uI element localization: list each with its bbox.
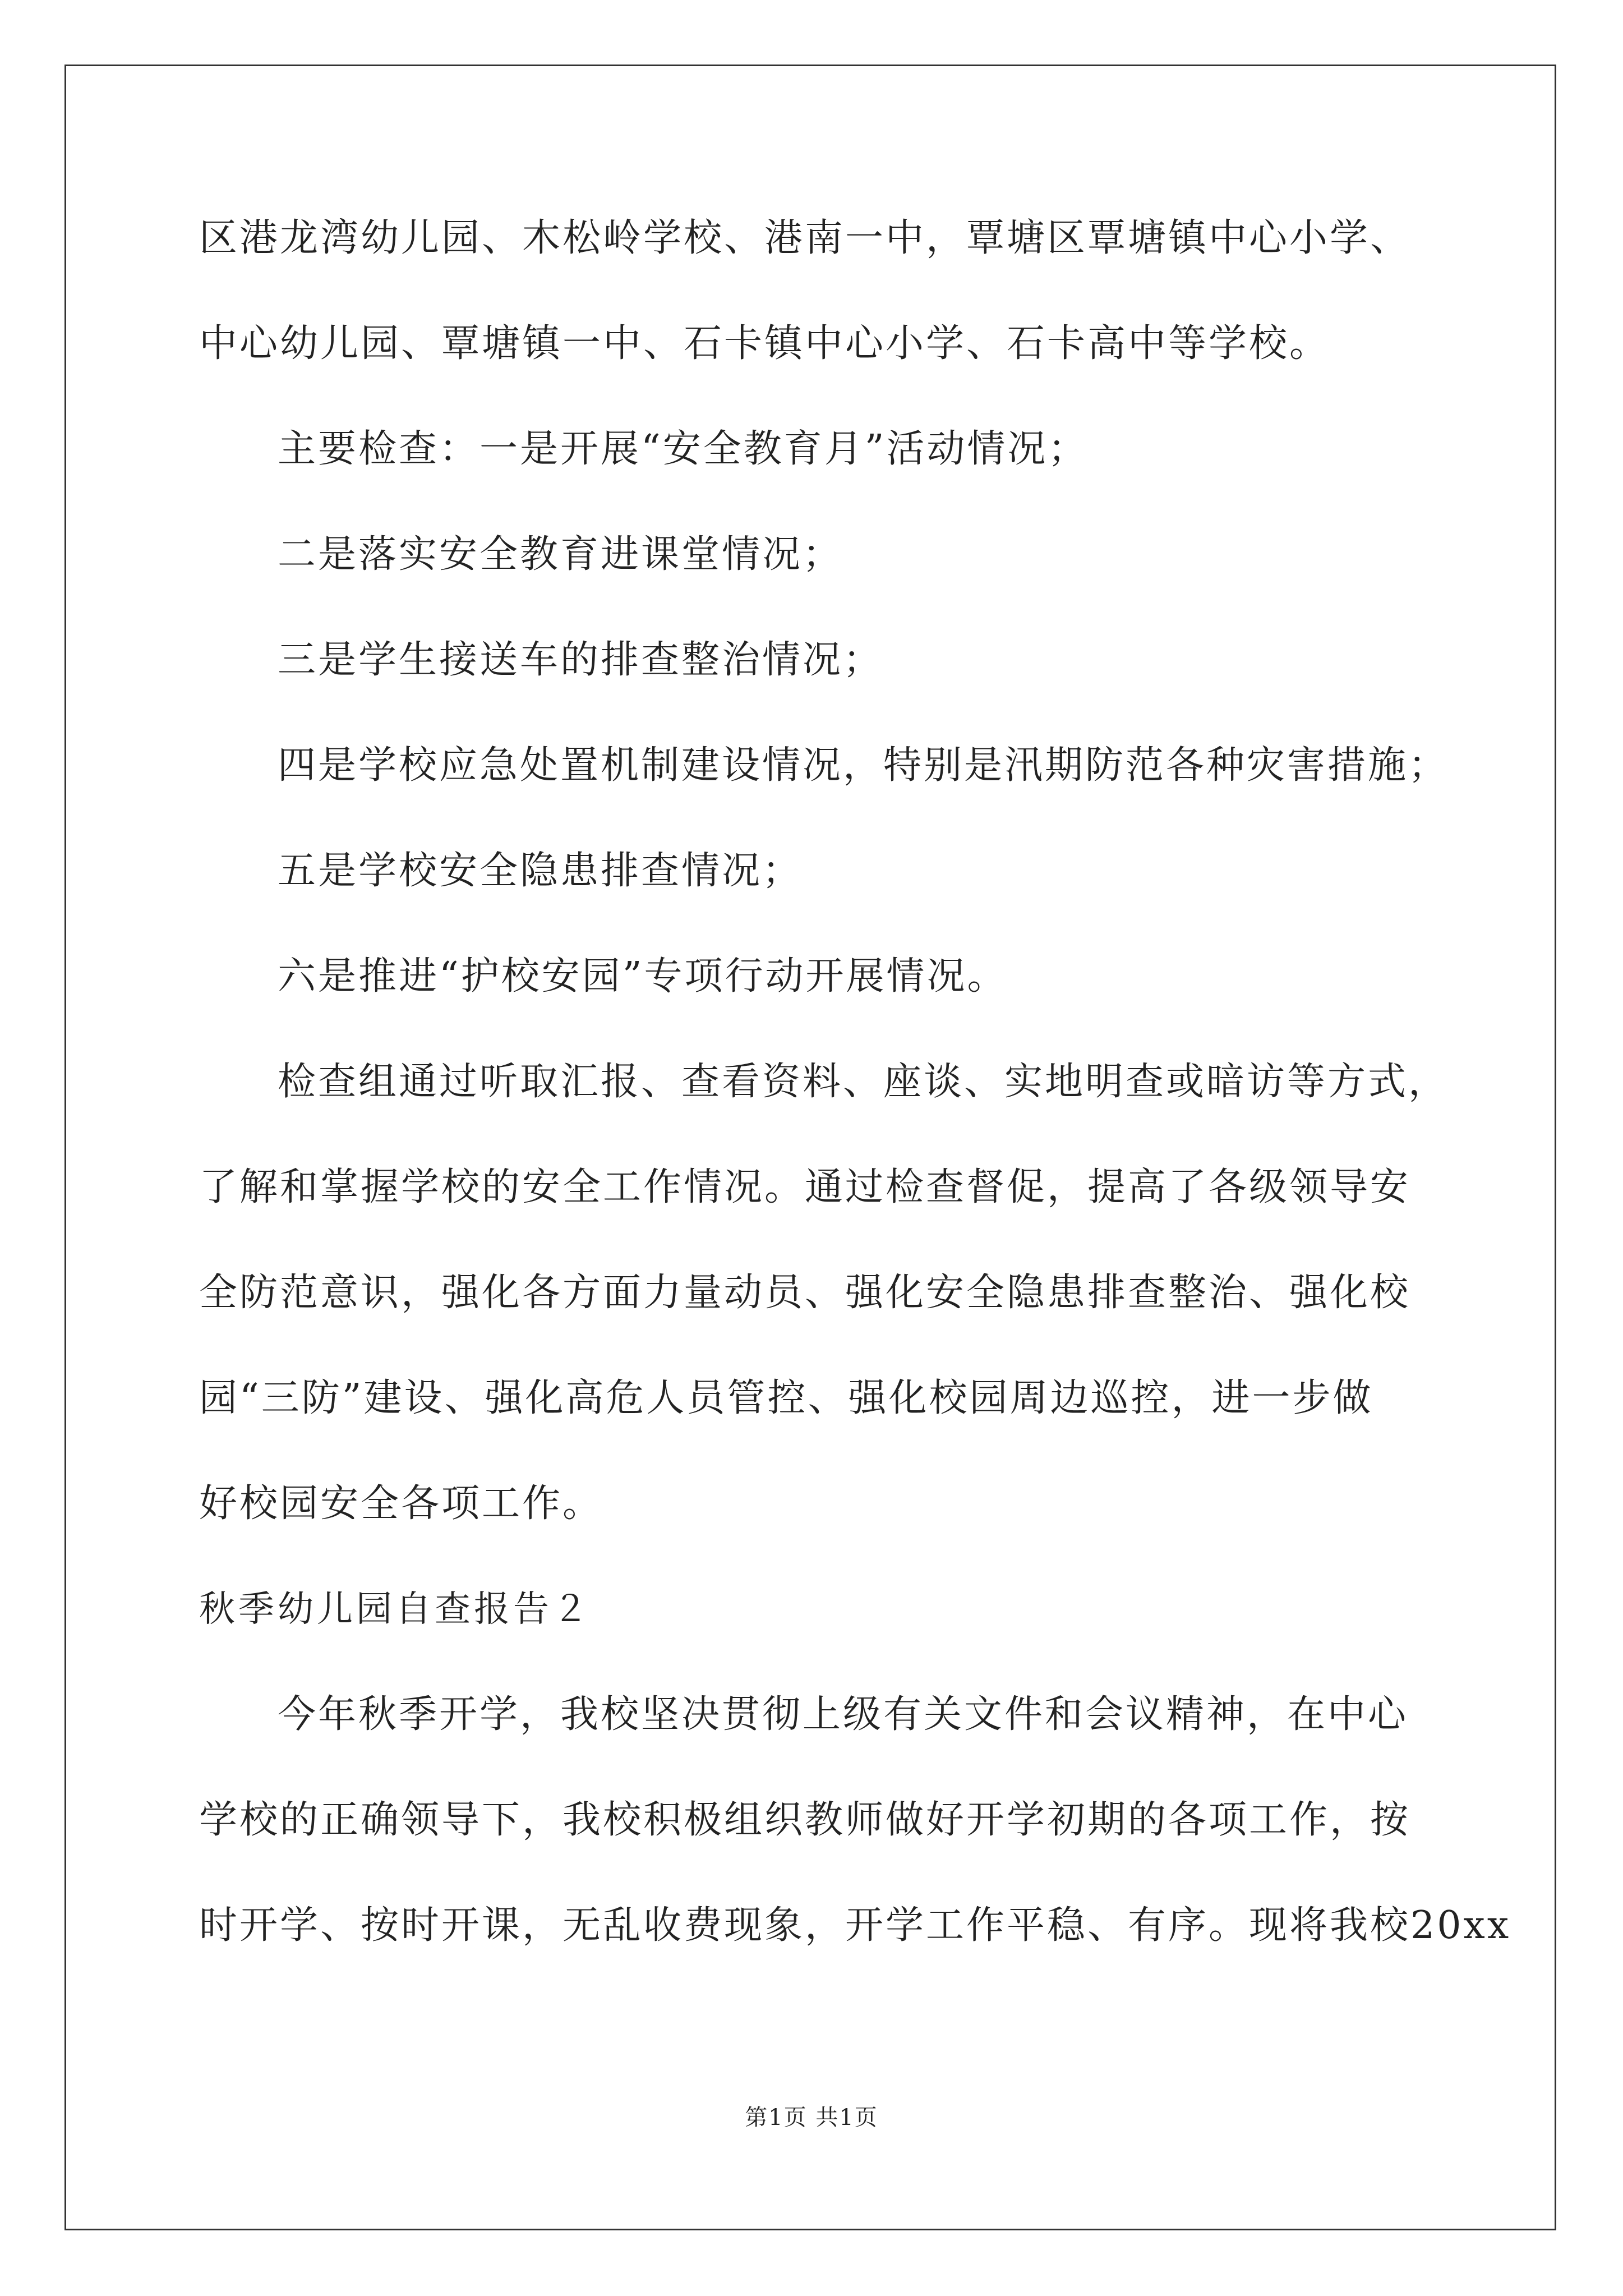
paragraph-line: 主要检查：一是开展“安全教育月”活动情况； bbox=[278, 427, 1089, 471]
paragraph-line: 好校园安全各项工作。 bbox=[199, 1481, 603, 1526]
paragraph-line: 二是落实安全教育进课堂情况； bbox=[278, 532, 843, 577]
paragraph-line: 检查组通过听取汇报、查看资料、座谈、实地明查或暗访等方式， bbox=[278, 1060, 1449, 1104]
paragraph-line: 六是推进“护校安园”专项行动开展情况。 bbox=[278, 954, 1008, 999]
paragraph-line: 中心幼儿园、覃塘镇一中、石卡镇中心小学、石卡高中等学校。 bbox=[199, 321, 1330, 366]
paragraph-line: 园“三防”建设、强化高危人员管控、强化校园周边巡控，进一步做 bbox=[199, 1376, 1373, 1420]
paragraph-line: 全防范意识，强化各方面力量动员、强化安全隐患排查整治、强化校 bbox=[199, 1271, 1411, 1315]
paragraph-line: 学校的正确领导下，我校积极组织教师做好开学初期的各项工作，按 bbox=[199, 1798, 1411, 1842]
paragraph-line: 时开学、按时开课，无乱收费现象，开学工作平稳、有序。现将我校20xx bbox=[199, 1903, 1511, 1948]
section-heading: 秋季幼儿园自查报告２ bbox=[199, 1589, 592, 1630]
paragraph-line: 区港龙湾幼儿园、木松岭学校、港南一中，覃塘区覃塘镇中心小学、 bbox=[199, 216, 1411, 260]
paragraph-line: 今年秋季开学，我校坚决贯彻上级有关文件和会议精神，在中心 bbox=[278, 1692, 1409, 1737]
paragraph-line: 三是学生接送车的排查整治情况； bbox=[278, 638, 884, 682]
paragraph-line: 了解和掌握学校的安全工作情况。通过检查督促，提高了各级领导安 bbox=[199, 1165, 1411, 1209]
paragraph-line: 五是学校安全隐患排查情况； bbox=[278, 849, 803, 893]
page-footer: 第1页 共1页 bbox=[745, 2105, 878, 2131]
paragraph-line: 四是学校应急处置机制建设情况，特别是汛期防范各种灾害措施； bbox=[278, 743, 1449, 788]
